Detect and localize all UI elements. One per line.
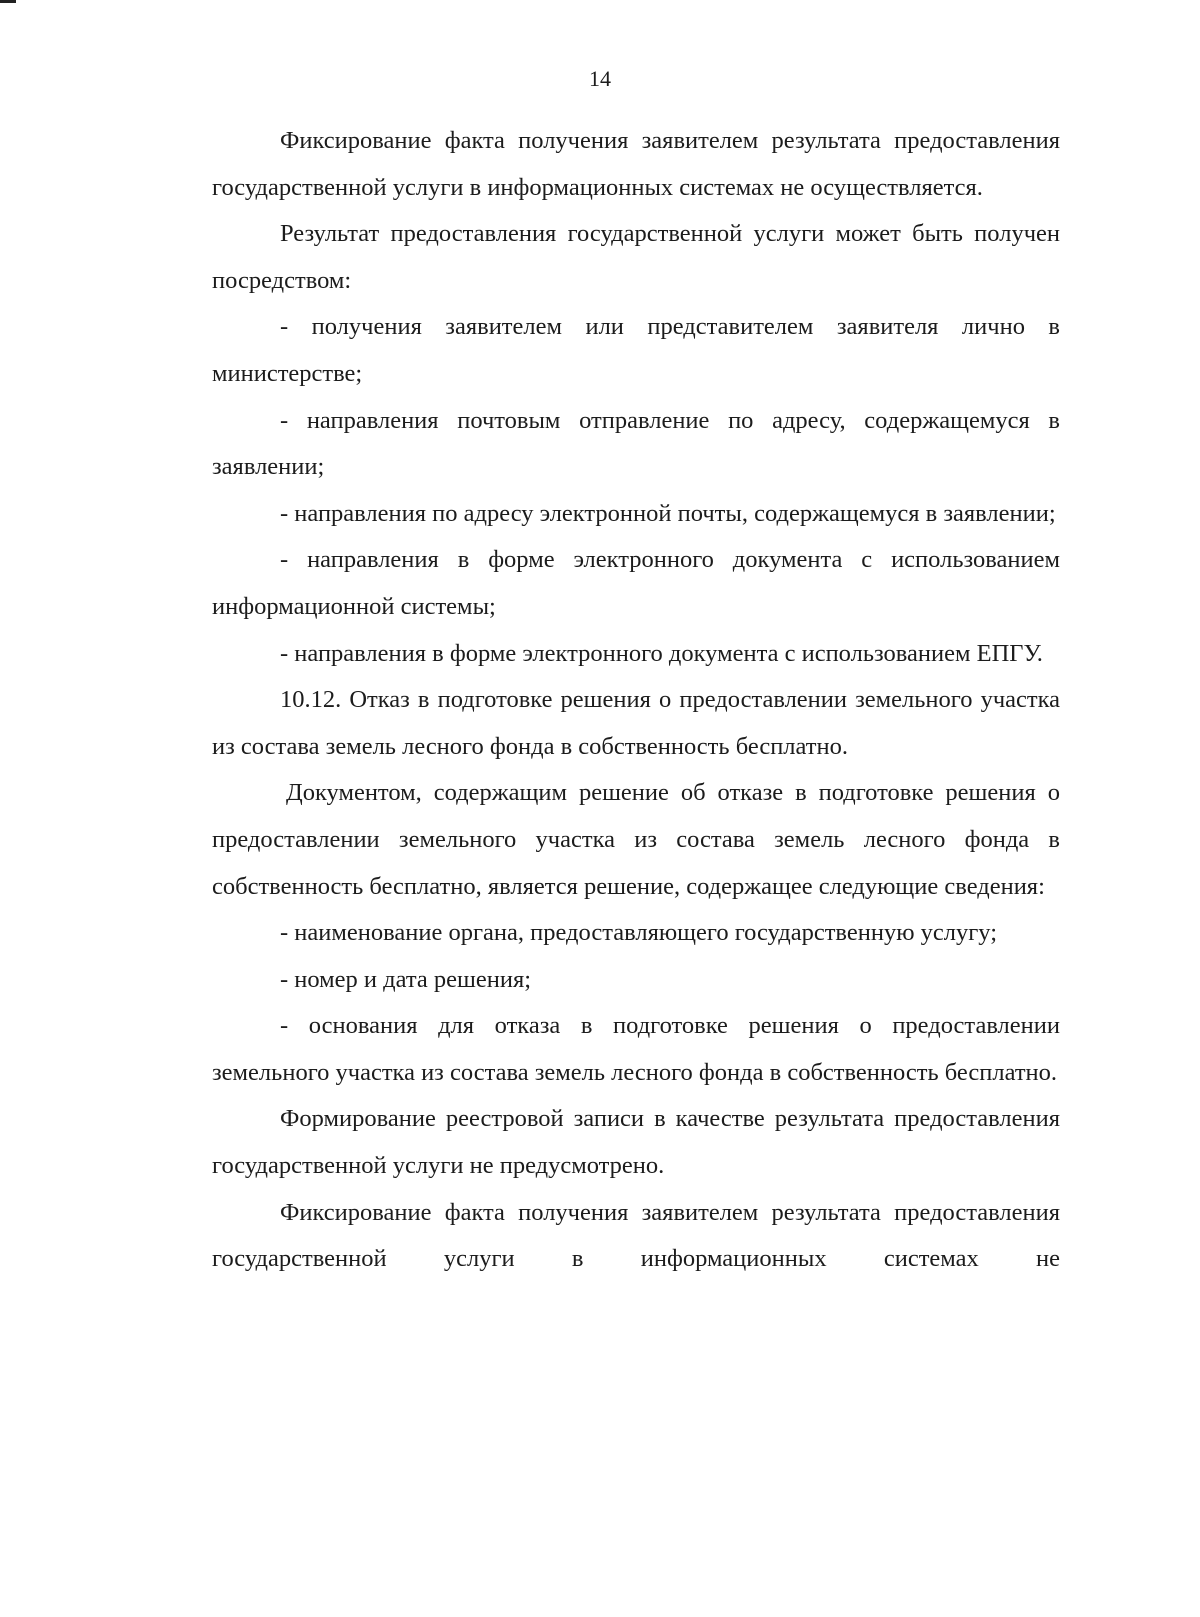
list-item-in-person: - получения заявителем или представителем заявителя лично в министерстве;: [212, 313, 1060, 387]
paragraph-refusal-document: Документом, содержащим решение об отказе в подготовке решения о предоставлении земельного участка из состава земель лесного фонда в собственность бесплатно, является решение, содержащее следующие сведения:: [212, 779, 1060, 900]
paragraph-result-obtained-via: Результат предоставления государственной услуги может быть получен посредством:: [212, 220, 1060, 294]
document-body: [212, 118, 1060, 1283]
paragraph-registry-record: Формирование реестровой записи в качестве результата предоставления государственной услуги не предусмотрено.: [212, 1105, 1060, 1180]
list-item-authority-name: - наименование органа, предоставляющего государственную услугу;: [280, 919, 998, 947]
list-item-refusal-grounds: - основания для отказа в подготовке решения о предоставлении земельного участка из состава земель лесного фонда в собственность бесплатно.: [212, 1012, 1060, 1086]
list-item-postal: - направления почтовым отправление по адресу, содержащемуся в заявлении;: [212, 406, 1060, 481]
paragraph-fixation-continued: Фиксирование факта получения заявителем результата предоставления государственной услуги в информационных системах не: [212, 1198, 1060, 1273]
list-item-info-system: - направления в форме электронного документа с использованием информационной системы;: [212, 546, 1060, 620]
paragraph-fixation-not-performed: Фиксирование факта получения заявителем результата предоставления государственной услуги в информационных системах не осуществляется.: [212, 127, 1060, 201]
list-item-epgu: - направления в форме электронного документа с использованием ЕПГУ.: [280, 639, 1043, 667]
list-item-decision-number-date: - номер и дата решения;: [280, 965, 532, 993]
scan-corner-mark: [0, 0, 16, 3]
page-number: 14: [589, 66, 611, 91]
section-heading-10-12: 10.12. Отказ в подготовке решения о предоставлении земельного участка из состава земель лесного фонда в собственность бесплатно.: [212, 686, 1060, 760]
list-item-email: - направления по адресу электронной почты, содержащемуся в заявлении;: [280, 499, 1056, 527]
